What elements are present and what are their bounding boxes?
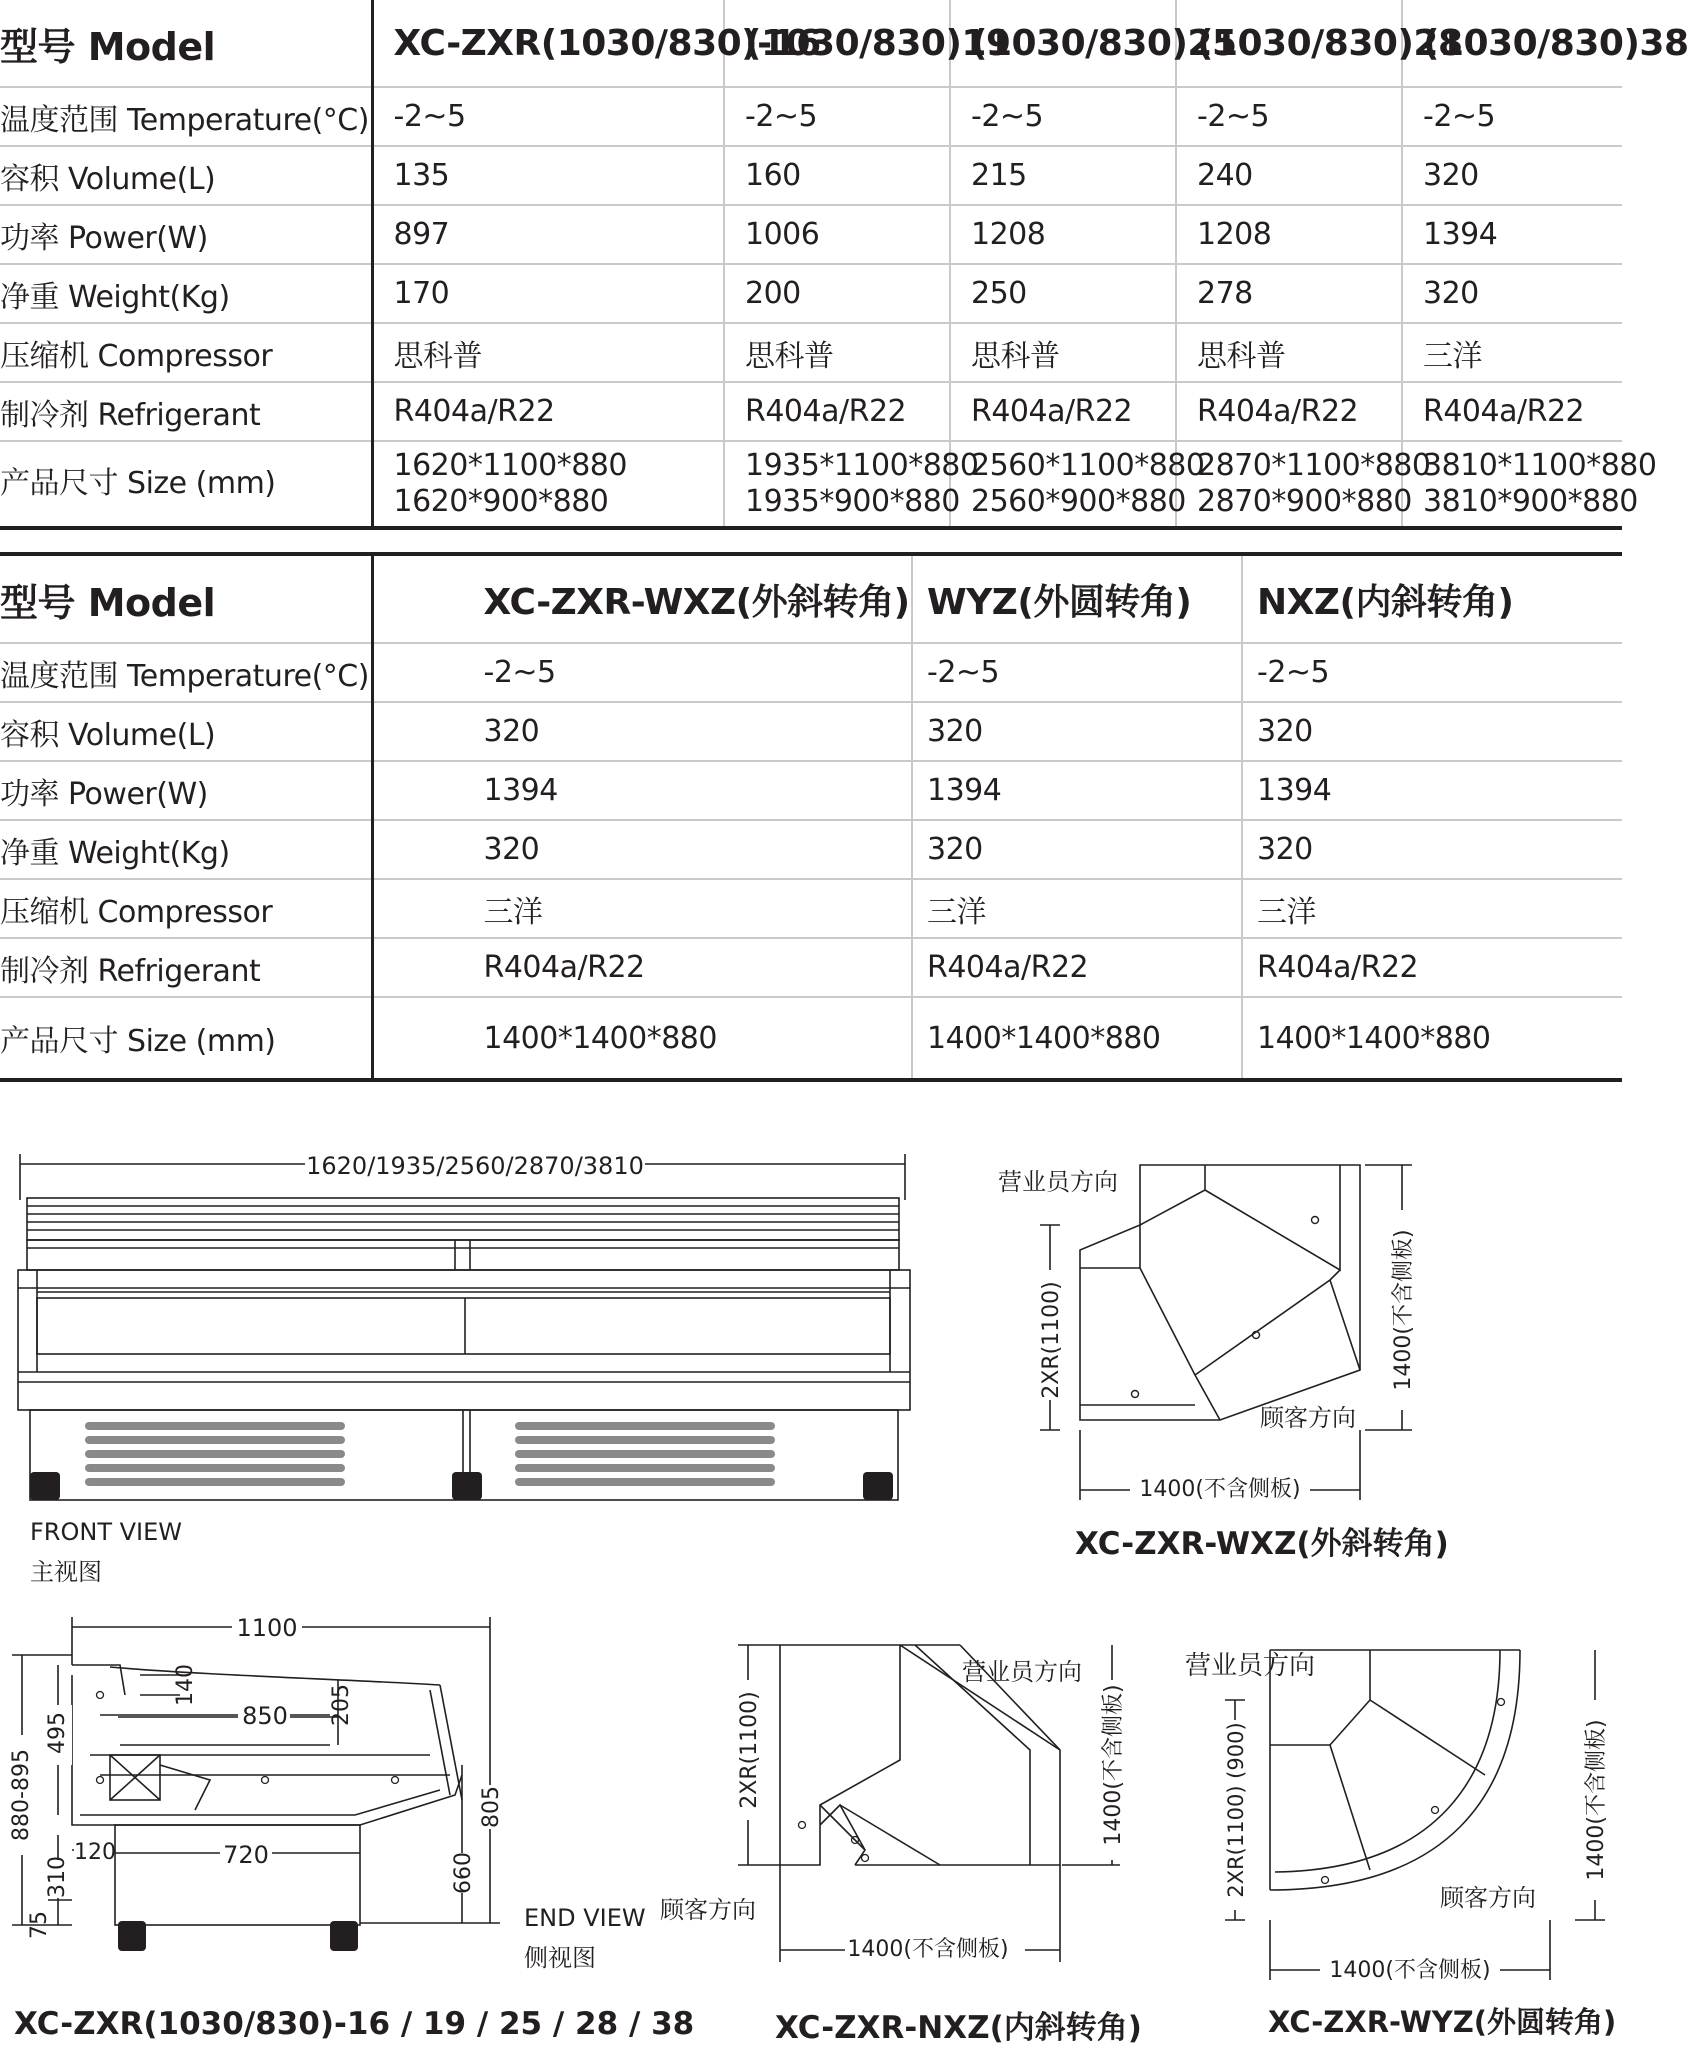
table-cell: -2~5 <box>1176 87 1402 146</box>
wyz-dim-left: 2XR(1100) (900) <box>1224 1722 1248 1898</box>
row-label-refrigerant: 制冷剂 Refrigerant <box>0 382 372 441</box>
table-cell: 1208 <box>1176 205 1402 264</box>
table-cell: 320 <box>912 702 1242 761</box>
size-line-2: 3810*900*880 <box>1423 484 1638 519</box>
table-cell: 1394 <box>1402 205 1622 264</box>
front-view-dimension: 1620/1935/2560/2870/3810 <box>306 1152 644 1180</box>
table-header-row <box>0 0 1622 87</box>
header-model-label: 型号 Model <box>0 554 372 643</box>
table-cell-size <box>1402 441 1657 528</box>
table-row <box>0 761 1622 820</box>
row-label-compressor: 压缩机 Compressor <box>0 879 372 938</box>
header-model-28: (1030/830)28 <box>1176 0 1402 87</box>
table-cell: -2~5 <box>1242 643 1622 702</box>
wxz-staff-direction: 营业员方向 <box>998 1168 1118 1196</box>
table-cell: 思科普 <box>950 323 1176 382</box>
wxz-dim-right: 1400(不含侧板) <box>1391 1229 1416 1391</box>
size-line-1: 3810*1100*880 <box>1423 448 1657 483</box>
end-dim-850: 850 <box>242 1702 288 1730</box>
table-cell: 1394 <box>912 761 1242 820</box>
table-cell: R404a/R22 <box>372 382 724 441</box>
table-cell: 240 <box>1176 146 1402 205</box>
size-line-1: 2870*1100*880 <box>1197 448 1431 483</box>
table-row <box>0 441 1622 528</box>
table-cell: 1400*1400*880 <box>912 997 1242 1080</box>
table-cell: 250 <box>950 264 1176 323</box>
table-cell: -2~5 <box>950 87 1176 146</box>
table-row <box>0 702 1622 761</box>
table-cell: 200 <box>724 264 950 323</box>
table-cell: R404a/R22 <box>372 938 912 997</box>
table-cell: 1208 <box>950 205 1176 264</box>
end-view-caption: XC-ZXR(1030/830)-16 / 19 / 25 / 28 / 38 <box>14 2006 695 2042</box>
row-label-size: 产品尺寸 Size (mm) <box>0 997 372 1080</box>
table-cell: 320 <box>372 820 912 879</box>
header-model-19: (1030/830)19 <box>724 0 950 87</box>
table-row <box>0 264 1622 323</box>
end-dim-120: 120 <box>74 1840 116 1865</box>
size-line-2: 2560*900*880 <box>971 484 1186 519</box>
header-model-label: 型号 Model <box>0 0 372 87</box>
table-row <box>0 820 1622 879</box>
row-label-temperature: 温度范围 Temperature(°C) <box>0 643 372 702</box>
nxz-dim-bottom: 1400(不含侧板) <box>847 1937 1009 1962</box>
front-view-drawing <box>15 1140 915 1510</box>
wyz-dim-bottom: 1400(不含侧板) <box>1329 1958 1491 1983</box>
table-cell: 170 <box>372 264 724 323</box>
header-model-16: XC-ZXR(1030/830)-16 <box>372 0 724 87</box>
table-cell: R404a/R22 <box>1242 938 1622 997</box>
row-label-power: 功率 Power(W) <box>0 761 372 820</box>
row-label-volume: 容积 Volume(L) <box>0 702 372 761</box>
table-cell-size <box>724 441 979 528</box>
table-cell: -2~5 <box>1402 87 1622 146</box>
size-line-1: 1935*1100*880 <box>745 448 979 483</box>
header-model-wxz: XC-ZXR-WXZ(外斜转角) <box>372 554 912 643</box>
spec-table-series <box>0 0 1689 530</box>
table-row <box>0 938 1622 997</box>
end-dim-660: 660 <box>451 1852 476 1894</box>
end-dim-720: 720 <box>223 1841 269 1869</box>
wyz-staff-direction: 营业员方向 <box>1185 1651 1316 1681</box>
row-label-compressor: 压缩机 Compressor <box>0 323 372 382</box>
nxz-staff-direction: 营业员方向 <box>962 1658 1082 1686</box>
table-cell-size <box>1176 441 1431 528</box>
table-cell-size <box>372 441 724 528</box>
table-cell: R404a/R22 <box>1402 382 1622 441</box>
table-row <box>0 879 1622 938</box>
end-view-drawing <box>0 1605 520 1965</box>
table-cell: 1006 <box>724 205 950 264</box>
table-cell: 320 <box>1402 146 1622 205</box>
end-dim-140: 140 <box>173 1664 198 1706</box>
table-cell: 三洋 <box>912 879 1242 938</box>
table-cell: 三洋 <box>1402 323 1622 382</box>
size-line-1: 2560*1100*880 <box>971 448 1205 483</box>
front-view-label-en: FRONT VIEW <box>30 1518 183 1546</box>
size-line-1: 1620*1100*880 <box>393 448 627 483</box>
row-label-weight: 净重 Weight(Kg) <box>0 820 372 879</box>
table-cell: 215 <box>950 146 1176 205</box>
end-dim-1100: 1100 <box>236 1614 298 1642</box>
end-dim-205: 205 <box>329 1684 354 1726</box>
header-model-nxz: NXZ(内斜转角) <box>1242 554 1622 643</box>
table-cell-size <box>950 441 1205 528</box>
end-dim-75: 75 <box>27 1911 52 1939</box>
nxz-customer-direction: 顾客方向 <box>660 1896 756 1924</box>
wxz-caption: XC-ZXR-WXZ(外斜转角) <box>1075 1526 1449 1562</box>
table-cell: 135 <box>372 146 724 205</box>
row-label-power: 功率 Power(W) <box>0 205 372 264</box>
table-cell: 320 <box>1242 820 1622 879</box>
table-cell: 320 <box>372 702 912 761</box>
table-row <box>0 382 1622 441</box>
end-dim-880-895: 880-895 <box>9 1749 34 1841</box>
row-label-size: 产品尺寸 Size (mm) <box>0 441 372 528</box>
table-cell: 三洋 <box>372 879 912 938</box>
header-model-38: (1030/830)38 <box>1402 0 1622 87</box>
table-row <box>0 643 1622 702</box>
table-cell: 278 <box>1176 264 1402 323</box>
table-row <box>0 146 1622 205</box>
table-row <box>0 323 1622 382</box>
table-cell: 思科普 <box>372 323 724 382</box>
row-label-weight: 净重 Weight(Kg) <box>0 264 372 323</box>
table-cell: 1400*1400*880 <box>1242 997 1622 1080</box>
wyz-customer-direction: 顾客方向 <box>1440 1884 1536 1912</box>
size-line-2: 1935*900*880 <box>745 484 960 519</box>
header-model-25: (1030/830)25 <box>950 0 1176 87</box>
table-row <box>0 87 1622 146</box>
row-label-refrigerant: 制冷剂 Refrigerant <box>0 938 372 997</box>
table-cell: R404a/R22 <box>724 382 950 441</box>
size-line-2: 2870*900*880 <box>1197 484 1412 519</box>
table-cell: R404a/R22 <box>950 382 1176 441</box>
table-cell: -2~5 <box>724 87 950 146</box>
table-cell: 897 <box>372 205 724 264</box>
row-label-volume: 容积 Volume(L) <box>0 146 372 205</box>
table-cell: -2~5 <box>372 87 724 146</box>
table-cell: -2~5 <box>912 643 1242 702</box>
end-dim-495: 495 <box>45 1712 70 1754</box>
table-cell: 思科普 <box>724 323 950 382</box>
table-row <box>0 205 1622 264</box>
table-row <box>0 997 1622 1080</box>
table-header-row <box>0 554 1622 643</box>
table-cell: 1394 <box>372 761 912 820</box>
nxz-corner-drawing <box>720 1640 1130 1980</box>
header-model-wyz: WYZ(外圆转角) <box>912 554 1242 643</box>
wxz-corner-drawing <box>1020 1150 1460 1510</box>
table-cell: 1400*1400*880 <box>372 997 912 1080</box>
table-cell: 320 <box>912 820 1242 879</box>
wxz-customer-direction: 顾客方向 <box>1260 1404 1356 1432</box>
end-dim-310: 310 <box>45 1856 70 1898</box>
wyz-corner-drawing <box>1195 1640 1615 1983</box>
wyz-dim-right: 1400(不含侧板) <box>1584 1719 1609 1881</box>
table-cell: 320 <box>1402 264 1622 323</box>
front-view-label-cn: 主视图 <box>30 1558 102 1586</box>
table-cell: R404a/R22 <box>1176 382 1402 441</box>
table-cell: 1394 <box>1242 761 1622 820</box>
table-cell: R404a/R22 <box>912 938 1242 997</box>
wxz-dim-bottom: 1400(不含侧板) <box>1139 1477 1301 1502</box>
nxz-dim-left: 2XR(1100) <box>737 1691 762 1809</box>
size-line-2: 1620*900*880 <box>393 484 609 519</box>
table-cell: -2~5 <box>372 643 912 702</box>
table-cell: 320 <box>1242 702 1622 761</box>
end-dim-805: 805 <box>479 1786 504 1828</box>
nxz-dim-right: 1400(不含侧板) <box>1101 1684 1126 1846</box>
table-cell: 三洋 <box>1242 879 1622 938</box>
wxz-dim-left: 2XR(1100) <box>1039 1281 1064 1399</box>
nxz-caption: XC-ZXR-NXZ(内斜转角) <box>775 2010 1142 2046</box>
spec-table-corner <box>0 552 1622 1082</box>
table-cell: 思科普 <box>1176 323 1402 382</box>
table-cell: 160 <box>724 146 950 205</box>
row-label-temperature: 温度范围 Temperature(°C) <box>0 87 372 146</box>
wyz-caption: XC-ZXR-WYZ(外圆转角) <box>1268 2005 1617 2039</box>
end-view-label-en: END VIEW <box>524 1904 646 1932</box>
end-view-label-cn: 侧视图 <box>524 1944 596 1972</box>
